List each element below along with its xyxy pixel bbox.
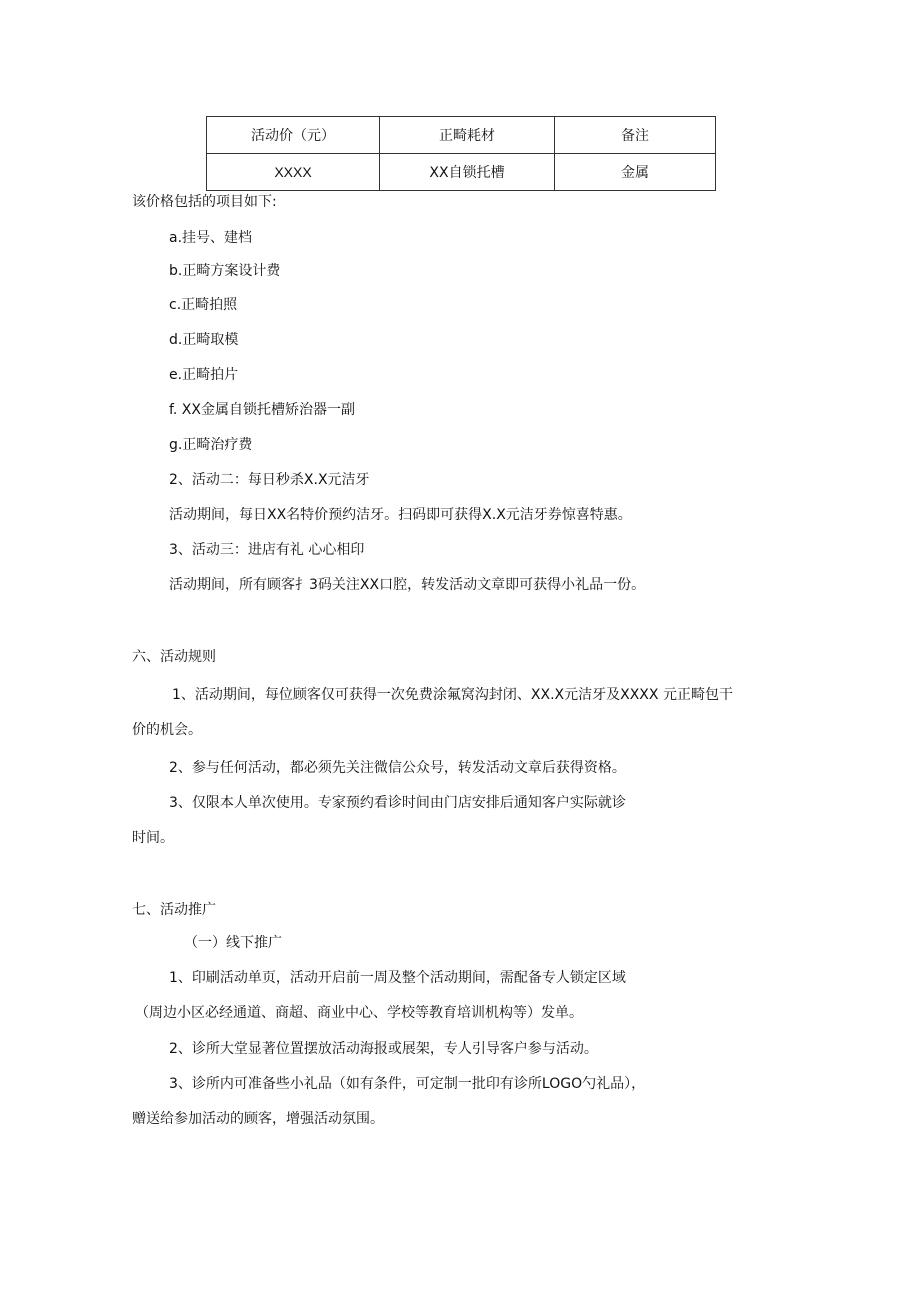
cell-orthodontic-material: XX自锁托槽	[380, 154, 555, 191]
rule3-line1: 3、仅限本人单次使用。专家预约看诊时间由门店安排后通知客户实际就诊	[169, 795, 626, 811]
price-table	[206, 116, 716, 191]
section7-subheading: （一）线下推广	[184, 935, 282, 951]
section7-heading: 七、活动推广	[132, 902, 216, 918]
rule2: 2、参与任何活动，都必须先关注微信公众号，转发活动文章后获得资格。	[169, 760, 626, 776]
price-intro: 该价格包括的项目如下:	[132, 194, 277, 210]
rule1-line2: 价的机会。	[132, 722, 202, 738]
section6-heading: 六、活动规则	[132, 649, 216, 665]
cell-remarks: 金属	[555, 154, 716, 191]
activity2-desc: 活动期间，每日XX名特价预约洁牙。扫码即可获得X.X元洁牙券惊喜特惠。	[169, 507, 632, 523]
cell-activity-price: XXXX	[207, 154, 380, 191]
list-item: f. XX金属自锁托槽矫治器一副	[169, 402, 355, 418]
header-activity-price: 活动价（元）	[207, 117, 380, 154]
rule1-line1: 1、活动期间，每位顾客仅可获得一次免费涂氟窝沟封闭、XX.X元洁牙及XXXX 元正畸包干	[172, 687, 733, 703]
promo1-line2: （周边小区必经通道、商超、商业中心、学校等教育培训机构等）发单。	[135, 1005, 583, 1021]
list-item: d.正畸取模	[169, 332, 239, 348]
activity2-title: 2、活动二：每日秒杀X.X元洁牙	[169, 472, 370, 488]
list-item: a.挂号、建档	[169, 230, 253, 246]
price-table-header-row	[207, 117, 716, 154]
list-item: g.正畸治疗费	[169, 437, 253, 453]
promo3-line2: 赠送给参加活动的顾客，增强活动氛围。	[132, 1111, 384, 1127]
promo3-line1: 3、诊所内可准备些小礼品（如有条件，可定制一批印有诊所LOGO勺礼品），	[169, 1076, 646, 1092]
price-table-row	[207, 154, 716, 191]
header-remarks: 备注	[555, 117, 716, 154]
header-orthodontic-material: 正畸耗材	[380, 117, 555, 154]
rule3-line2: 时间。	[132, 830, 174, 846]
list-item: e.正畸拍片	[169, 367, 239, 383]
promo2: 2、诊所大堂显著位置摆放活动海报或展架，专人引导客户参与活动。	[169, 1041, 598, 1057]
activity3-desc: 活动期间，所有顾客扌3码关注XX口腔，转发活动文章即可获得小礼品一份。	[169, 577, 646, 593]
list-item: c.正畸拍照	[169, 297, 238, 313]
list-item: b.正畸方案设计费	[169, 263, 281, 279]
activity3-title: 3、活动三：进店有礼 心心相印	[169, 542, 365, 558]
promo1-line1: 1、印刷活动单页，活动开启前一周及整个活动期间，需配备专人锁定区域	[169, 970, 626, 986]
